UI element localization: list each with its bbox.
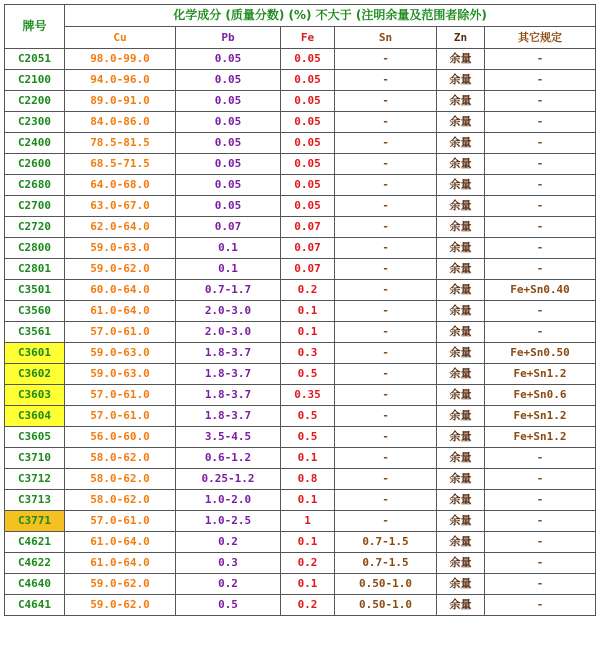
table-row xyxy=(5,574,596,595)
other-cell: - xyxy=(485,469,596,490)
fe-cell: 0.07 xyxy=(281,259,335,280)
cu-cell: 60.0-64.0 xyxy=(65,280,176,301)
other-cell: - xyxy=(485,154,596,175)
sn-cell: - xyxy=(335,217,437,238)
sn-cell: - xyxy=(335,427,437,448)
sn-cell: - xyxy=(335,259,437,280)
zn-cell: 余量 xyxy=(437,448,485,469)
cu-cell: 62.0-64.0 xyxy=(65,217,176,238)
grade-cell: C3604 xyxy=(5,406,65,427)
pb-cell: 3.5-4.5 xyxy=(176,427,281,448)
grade-cell: C2600 xyxy=(5,154,65,175)
other-cell: - xyxy=(485,532,596,553)
sn-cell: - xyxy=(335,469,437,490)
table-row xyxy=(5,112,596,133)
grade-cell: C2100 xyxy=(5,70,65,91)
fe-cell: 0.1 xyxy=(281,448,335,469)
cu-cell: 68.5-71.5 xyxy=(65,154,176,175)
zn-cell: 余量 xyxy=(437,280,485,301)
table-row xyxy=(5,175,596,196)
fe-cell: 0.8 xyxy=(281,469,335,490)
cu-cell: 59.0-62.0 xyxy=(65,595,176,616)
sn-cell: - xyxy=(335,385,437,406)
cu-cell: 98.0-99.0 xyxy=(65,49,176,70)
zn-cell: 余量 xyxy=(437,364,485,385)
cu-column-header: Cu xyxy=(65,27,176,49)
pb-cell: 0.1 xyxy=(176,259,281,280)
pb-cell: 0.5 xyxy=(176,595,281,616)
cu-cell: 61.0-64.0 xyxy=(65,553,176,574)
cu-cell: 59.0-63.0 xyxy=(65,238,176,259)
other-cell: - xyxy=(485,490,596,511)
cu-cell: 59.0-63.0 xyxy=(65,343,176,364)
other-cell: Fe+Sn1.2 xyxy=(485,427,596,448)
fe-cell: 0.1 xyxy=(281,532,335,553)
pb-cell: 2.0-3.0 xyxy=(176,322,281,343)
table-row xyxy=(5,217,596,238)
grade-cell: C2300 xyxy=(5,112,65,133)
cu-cell: 89.0-91.0 xyxy=(65,91,176,112)
cu-cell: 61.0-64.0 xyxy=(65,532,176,553)
pb-cell: 0.05 xyxy=(176,49,281,70)
sn-cell: - xyxy=(335,133,437,154)
fe-cell: 0.3 xyxy=(281,343,335,364)
grade-cell: C3561 xyxy=(5,322,65,343)
pb-cell: 0.6-1.2 xyxy=(176,448,281,469)
fe-cell: 0.07 xyxy=(281,217,335,238)
zn-cell: 余量 xyxy=(437,595,485,616)
grade-cell: C4622 xyxy=(5,553,65,574)
table-row xyxy=(5,469,596,490)
other-cell: - xyxy=(485,448,596,469)
other-cell: - xyxy=(485,238,596,259)
pb-cell: 0.7-1.7 xyxy=(176,280,281,301)
pb-cell: 1.0-2.5 xyxy=(176,511,281,532)
fe-cell: 0.05 xyxy=(281,49,335,70)
sn-cell: - xyxy=(335,112,437,133)
zn-cell: 余量 xyxy=(437,175,485,196)
fe-cell: 0.1 xyxy=(281,301,335,322)
fe-cell: 0.35 xyxy=(281,385,335,406)
pb-cell: 0.05 xyxy=(176,154,281,175)
grade-cell: C3501 xyxy=(5,280,65,301)
zn-cell: 余量 xyxy=(437,70,485,91)
sn-cell: - xyxy=(335,196,437,217)
sn-cell: - xyxy=(335,343,437,364)
fe-cell: 0.05 xyxy=(281,91,335,112)
pb-cell: 1.0-2.0 xyxy=(176,490,281,511)
other-cell: - xyxy=(485,49,596,70)
grade-cell: C4621 xyxy=(5,532,65,553)
composition-table-container xyxy=(4,4,596,616)
other-cell: - xyxy=(485,322,596,343)
zn-cell: 余量 xyxy=(437,154,485,175)
grade-cell: C2200 xyxy=(5,91,65,112)
zn-cell: 余量 xyxy=(437,133,485,154)
other-cell: - xyxy=(485,112,596,133)
fe-cell: 0.05 xyxy=(281,154,335,175)
other-cell: - xyxy=(485,91,596,112)
cu-cell: 58.0-62.0 xyxy=(65,448,176,469)
other-cell: Fe+Sn1.2 xyxy=(485,364,596,385)
fe-cell: 0.1 xyxy=(281,490,335,511)
table-row xyxy=(5,490,596,511)
grade-cell: C3601 xyxy=(5,343,65,364)
chemical-composition-table xyxy=(4,4,596,616)
header-row-columns xyxy=(5,27,596,49)
fe-cell: 0.5 xyxy=(281,406,335,427)
fe-cell: 0.1 xyxy=(281,574,335,595)
sn-cell: - xyxy=(335,154,437,175)
zn-column-header: Zn xyxy=(437,27,485,49)
cu-cell: 58.0-62.0 xyxy=(65,469,176,490)
zn-cell: 余量 xyxy=(437,469,485,490)
other-cell: - xyxy=(485,175,596,196)
sn-cell: - xyxy=(335,49,437,70)
table-row xyxy=(5,133,596,154)
grade-cell: C3602 xyxy=(5,364,65,385)
zn-cell: 余量 xyxy=(437,427,485,448)
zn-cell: 余量 xyxy=(437,259,485,280)
fe-cell: 1 xyxy=(281,511,335,532)
table-row xyxy=(5,301,596,322)
table-row xyxy=(5,595,596,616)
other-cell: - xyxy=(485,301,596,322)
pb-cell: 1.8-3.7 xyxy=(176,343,281,364)
grade-column-header: 牌号 xyxy=(5,5,65,49)
grade-cell: C3771 xyxy=(5,511,65,532)
fe-cell: 0.5 xyxy=(281,364,335,385)
table-row xyxy=(5,532,596,553)
table-row xyxy=(5,70,596,91)
zn-cell: 余量 xyxy=(437,49,485,70)
cu-cell: 78.5-81.5 xyxy=(65,133,176,154)
zn-cell: 余量 xyxy=(437,91,485,112)
pb-cell: 0.05 xyxy=(176,175,281,196)
sn-cell: - xyxy=(335,406,437,427)
sn-cell: 0.50-1.0 xyxy=(335,595,437,616)
pb-cell: 0.2 xyxy=(176,574,281,595)
cu-cell: 59.0-62.0 xyxy=(65,259,176,280)
sn-cell: - xyxy=(335,280,437,301)
other-cell: - xyxy=(485,217,596,238)
sn-cell: - xyxy=(335,364,437,385)
table-row xyxy=(5,448,596,469)
grade-cell: C2800 xyxy=(5,238,65,259)
zn-cell: 余量 xyxy=(437,343,485,364)
cu-cell: 59.0-62.0 xyxy=(65,574,176,595)
pb-column-header: Pb xyxy=(176,27,281,49)
table-row xyxy=(5,343,596,364)
table-row xyxy=(5,91,596,112)
cu-cell: 64.0-68.0 xyxy=(65,175,176,196)
table-row xyxy=(5,49,596,70)
other-cell: - xyxy=(485,511,596,532)
table-row xyxy=(5,238,596,259)
sn-cell: - xyxy=(335,511,437,532)
sn-column-header: Sn xyxy=(335,27,437,49)
zn-cell: 余量 xyxy=(437,532,485,553)
cu-cell: 57.0-61.0 xyxy=(65,511,176,532)
sn-cell: - xyxy=(335,322,437,343)
other-cell: Fe+Sn0.50 xyxy=(485,343,596,364)
table-row xyxy=(5,427,596,448)
grade-cell: C2680 xyxy=(5,175,65,196)
zn-cell: 余量 xyxy=(437,196,485,217)
grade-cell: C2051 xyxy=(5,49,65,70)
other-cell: - xyxy=(485,196,596,217)
pb-cell: 0.05 xyxy=(176,112,281,133)
fe-cell: 0.05 xyxy=(281,112,335,133)
table-row xyxy=(5,259,596,280)
grade-cell: C3603 xyxy=(5,385,65,406)
sn-cell: - xyxy=(335,70,437,91)
grade-cell: C4640 xyxy=(5,574,65,595)
fe-cell: 0.07 xyxy=(281,238,335,259)
other-cell: Fe+Sn0.6 xyxy=(485,385,596,406)
pb-cell: 0.3 xyxy=(176,553,281,574)
other-cell: - xyxy=(485,133,596,154)
zn-cell: 余量 xyxy=(437,553,485,574)
sn-cell: - xyxy=(335,301,437,322)
cu-cell: 94.0-96.0 xyxy=(65,70,176,91)
pb-cell: 0.05 xyxy=(176,133,281,154)
sn-cell: 0.7-1.5 xyxy=(335,532,437,553)
other-cell: - xyxy=(485,259,596,280)
pb-cell: 1.8-3.7 xyxy=(176,364,281,385)
zn-cell: 余量 xyxy=(437,238,485,259)
table-row xyxy=(5,322,596,343)
cu-cell: 57.0-61.0 xyxy=(65,406,176,427)
grade-cell: C2400 xyxy=(5,133,65,154)
table-row xyxy=(5,364,596,385)
pb-cell: 1.8-3.7 xyxy=(176,406,281,427)
pb-cell: 0.1 xyxy=(176,238,281,259)
pb-cell: 0.2 xyxy=(176,532,281,553)
cu-cell: 63.0-67.0 xyxy=(65,196,176,217)
table-body xyxy=(5,49,596,616)
sn-cell: - xyxy=(335,238,437,259)
other-cell: - xyxy=(485,595,596,616)
fe-cell: 0.2 xyxy=(281,280,335,301)
sn-cell: - xyxy=(335,91,437,112)
cu-cell: 84.0-86.0 xyxy=(65,112,176,133)
cu-cell: 57.0-61.0 xyxy=(65,385,176,406)
zn-cell: 余量 xyxy=(437,574,485,595)
cu-cell: 61.0-64.0 xyxy=(65,301,176,322)
zn-cell: 余量 xyxy=(437,511,485,532)
fe-cell: 0.2 xyxy=(281,595,335,616)
table-row xyxy=(5,406,596,427)
cu-cell: 59.0-63.0 xyxy=(65,364,176,385)
sn-cell: - xyxy=(335,490,437,511)
grade-cell: C3713 xyxy=(5,490,65,511)
zn-cell: 余量 xyxy=(437,385,485,406)
sn-cell: - xyxy=(335,448,437,469)
table-row xyxy=(5,154,596,175)
fe-cell: 0.2 xyxy=(281,553,335,574)
other-cell: Fe+Sn0.40 xyxy=(485,280,596,301)
zn-cell: 余量 xyxy=(437,112,485,133)
header-row-group xyxy=(5,5,596,27)
grade-cell: C2801 xyxy=(5,259,65,280)
zn-cell: 余量 xyxy=(437,301,485,322)
sn-cell: 0.50-1.0 xyxy=(335,574,437,595)
composition-group-header: 化学成分 (质量分数) (%) 不大于 (注明余量及范围者除外) xyxy=(65,5,596,27)
zn-cell: 余量 xyxy=(437,217,485,238)
other-cell: - xyxy=(485,553,596,574)
table-row xyxy=(5,511,596,532)
cu-cell: 58.0-62.0 xyxy=(65,490,176,511)
grade-cell: C3710 xyxy=(5,448,65,469)
zn-cell: 余量 xyxy=(437,490,485,511)
fe-column-header: Fe xyxy=(281,27,335,49)
table-row xyxy=(5,196,596,217)
grade-cell: C2720 xyxy=(5,217,65,238)
pb-cell: 0.05 xyxy=(176,196,281,217)
pb-cell: 0.05 xyxy=(176,70,281,91)
fe-cell: 0.05 xyxy=(281,196,335,217)
fe-cell: 0.05 xyxy=(281,133,335,154)
pb-cell: 1.8-3.7 xyxy=(176,385,281,406)
pb-cell: 0.07 xyxy=(176,217,281,238)
pb-cell: 2.0-3.0 xyxy=(176,301,281,322)
zn-cell: 余量 xyxy=(437,322,485,343)
sn-cell: 0.7-1.5 xyxy=(335,553,437,574)
grade-cell: C2700 xyxy=(5,196,65,217)
zn-cell: 余量 xyxy=(437,406,485,427)
fe-cell: 0.05 xyxy=(281,70,335,91)
fe-cell: 0.05 xyxy=(281,175,335,196)
fe-cell: 0.5 xyxy=(281,427,335,448)
sn-cell: - xyxy=(335,175,437,196)
grade-cell: C3560 xyxy=(5,301,65,322)
table-row xyxy=(5,385,596,406)
table-row xyxy=(5,280,596,301)
table-row xyxy=(5,553,596,574)
pb-cell: 0.05 xyxy=(176,91,281,112)
cu-cell: 57.0-61.0 xyxy=(65,322,176,343)
other-cell: Fe+Sn1.2 xyxy=(485,406,596,427)
grade-cell: C4641 xyxy=(5,595,65,616)
grade-cell: C3712 xyxy=(5,469,65,490)
other-cell: - xyxy=(485,70,596,91)
other-cell: - xyxy=(485,574,596,595)
grade-cell: C3605 xyxy=(5,427,65,448)
pb-cell: 0.25-1.2 xyxy=(176,469,281,490)
fe-cell: 0.1 xyxy=(281,322,335,343)
cu-cell: 56.0-60.0 xyxy=(65,427,176,448)
other-column-header: 其它规定 xyxy=(485,27,596,49)
